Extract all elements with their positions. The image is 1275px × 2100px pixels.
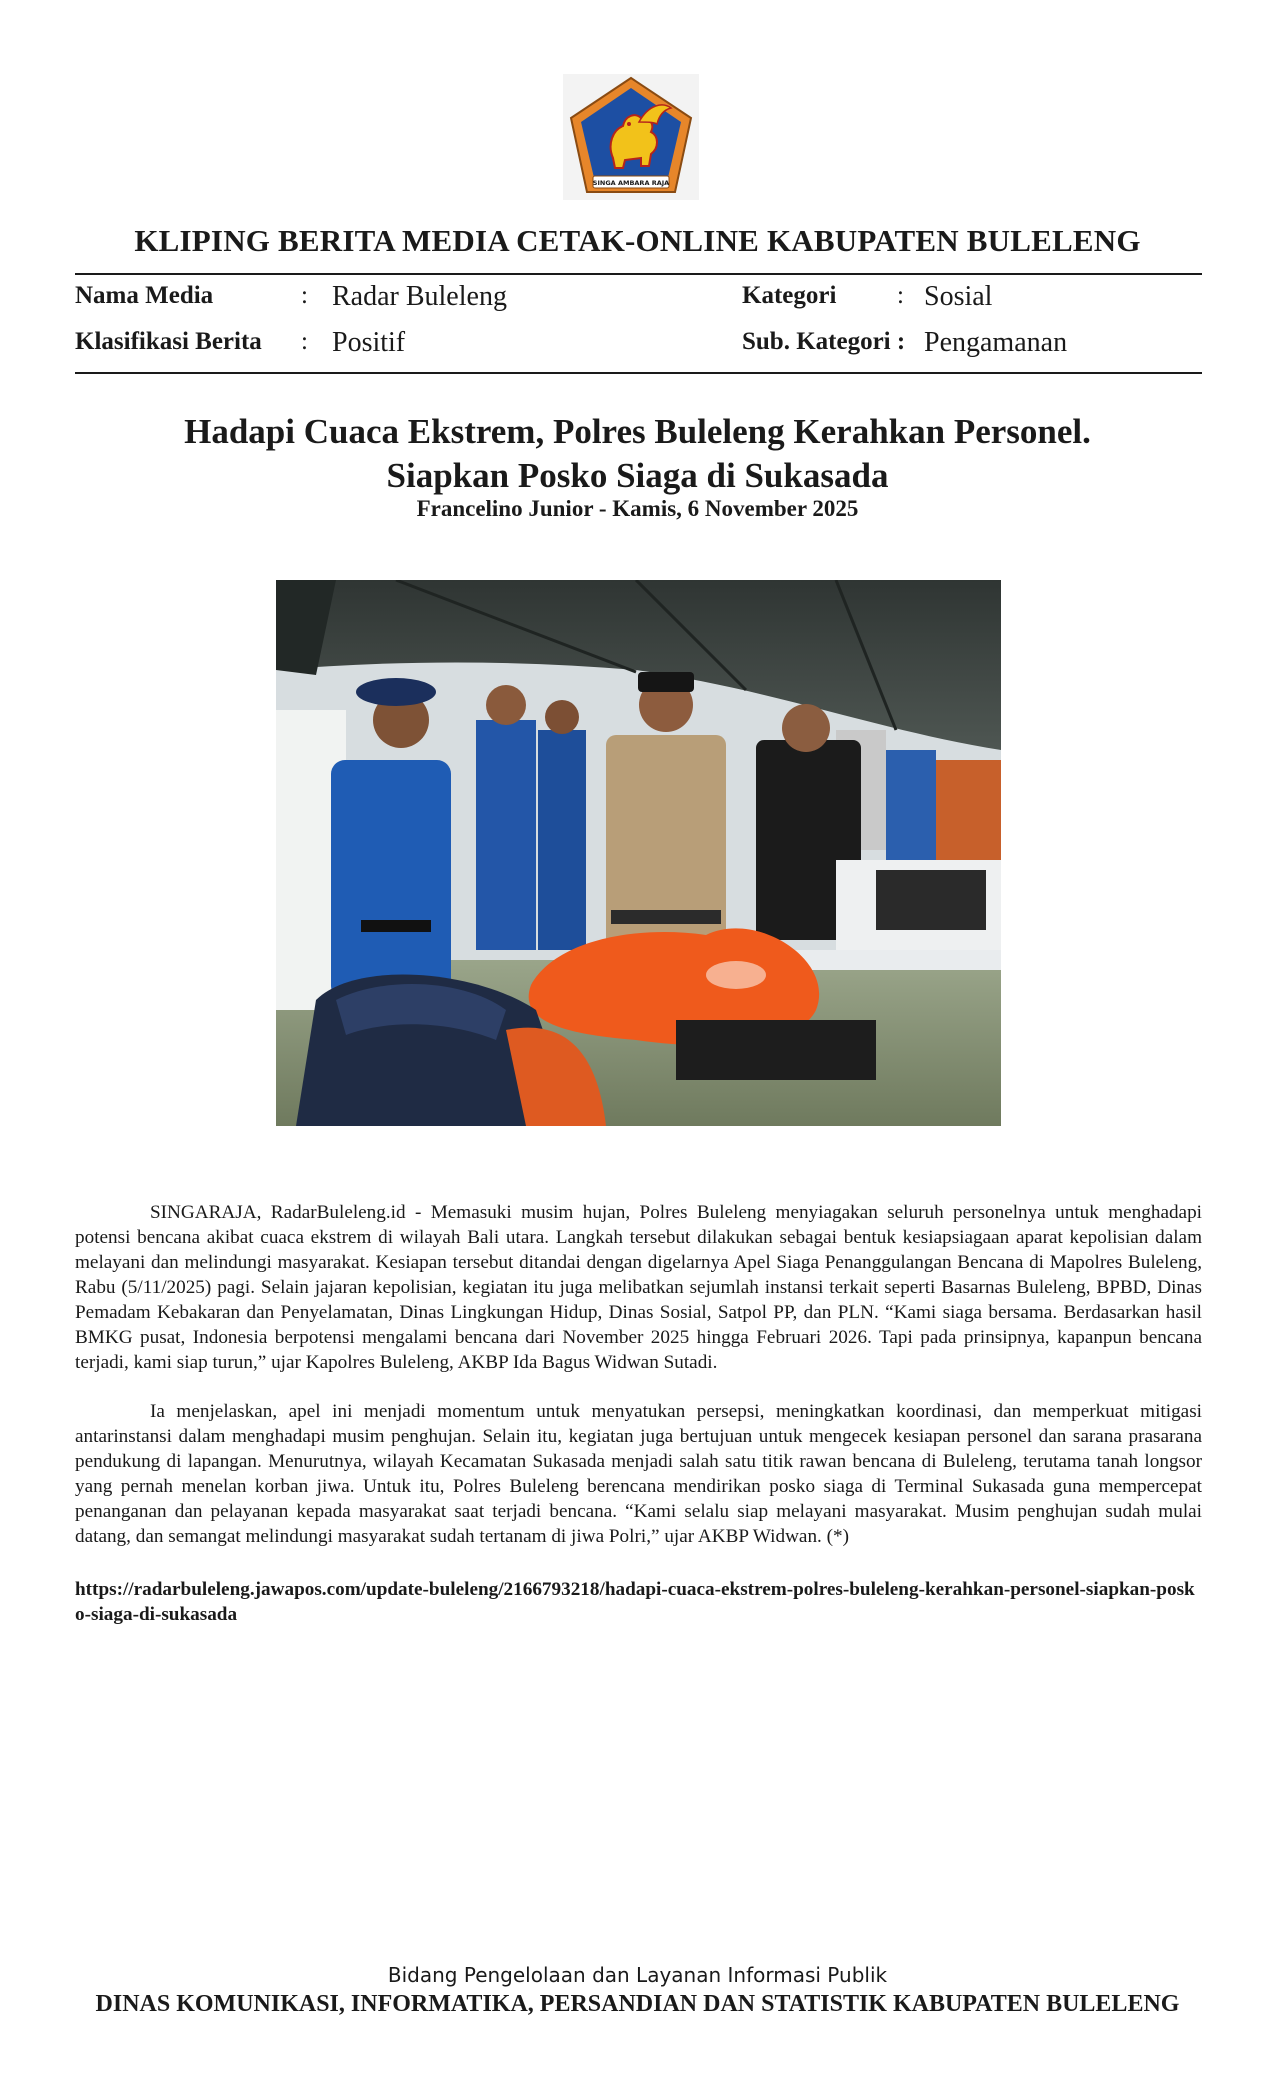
- sub-kategori-label: Sub. Kategori :: [742, 328, 906, 355]
- source-link[interactable]: https://radarbuleleng.jawapos.com/update-buleleng/2166793218/hadapi-cuaca-ekstrem-polres-buleleng-kerahkan-personel-siapkan-posko-siaga-di-sukasada: [75, 1579, 1195, 1625]
- sub-kategori-value: Pengamanan: [924, 327, 1068, 358]
- kategori-value: Sosial: [924, 281, 993, 312]
- headline-line-1: Hadapi Cuaca Ekstrem, Polres Buleleng Kerahkan Personel.: [184, 412, 1091, 451]
- media-value: Radar Buleleng: [332, 281, 507, 312]
- article-byline: Francelino Junior - Kamis, 6 November 2025: [416, 496, 859, 521]
- article-headline: [75, 410, 1200, 498]
- news-photo-icon: [276, 580, 1001, 1126]
- singa-ambara-raja-crest-icon: [563, 74, 699, 200]
- article-paragraph-1: SINGARAJA, RadarBuleleng.id - Memasuki musim hujan, Polres Buleleng menyiagakan seluruh personelnya untuk menghadapi potensi bencana akibat cuaca ekstrem di wilayah Bali utara. Langkah tersebut dilakukan sebagai bentuk kesiapsiagaan aparat kepolisian dalam melayani dan melindungi masyarakat. Kesiapan tersebut ditandai dengan digelarnya Apel Siaga Penanggulangan Bencana di Mapolres Buleleng, Rabu (5/11/2025) pagi. Selain jajaran kepolisian, kegiatan itu juga melibatkan sejumlah instansi terkait seperti Basarnas Buleleng, BPBD, Dinas Pemadam Kebakaran dan Penyelamatan, Dinas Lingkungan Hidup, Dinas Sosial, Satpol PP, dan PLN. “Kami siaga bersama. Berdasarkan hasil BMKG pusat, Indonesia berpotensi mengalami bencana dari November 2025 hingga Februari 2026. Tapi pada prinsipnya, kapanpun bencana terjadi, kami siap turun,” ujar Kapolres Buleleng, AKBP Ida Bagus Widwan Sutadi.: [75, 1202, 1202, 1373]
- logo-ribbon-text: SINGA AMBARA RAJA: [592, 179, 670, 187]
- klasifikasi-label: Klasifikasi Berita: [75, 328, 262, 355]
- media-colon: :: [301, 282, 308, 309]
- klasifikasi-value: Positif: [332, 327, 406, 358]
- regency-logo: [563, 74, 699, 200]
- article-paragraph-2: Ia menjelaskan, apel ini menjadi momentum untuk menyatukan persepsi, meningkatkan koordinasi, dan memperkuat mitigasi antarinstansi dalam menghadapi musim penghujan. Selain itu, kegiatan juga bertujuan untuk mengecek kesiapan personel dan sarana prasarana pendukung di lapangan. Menurutnya, wilayah Kecamatan Sukasada menjadi salah satu titik rawan bencana di Buleleng, terutama tanah longsor yang pernah menelan korban jiwa. Untuk itu, Polres Buleleng berencana mendirikan posko siaga di Terminal Sukasada guna mempercepat penanganan dan pelayanan kepada masyarakat saat terjadi bencana. “Kami selalu siap melayani masyarakat. Musim penghujan sudah mulai datang, dan semangat melindungi masyarakat sudah tertanam di jiwa Polri,” ujar AKBP Widwan. (*): [75, 1401, 1202, 1547]
- footer-subtitle: Bidang Pengelolaan dan Layanan Informasi Publik: [387, 1963, 888, 1987]
- kategori-colon: :: [897, 282, 904, 309]
- meta-divider: [75, 372, 1202, 374]
- article-body: [75, 1200, 1202, 1573]
- footer-agency: DINAS KOMUNIKASI, INFORMATIKA, PERSANDIAN DAN STATISTIK KABUPATEN BULELENG: [95, 1991, 1180, 2017]
- kategori-label: Kategori: [742, 282, 837, 309]
- top-divider: [75, 273, 1202, 275]
- media-label: Nama Media: [75, 282, 214, 309]
- page-title: KLIPING BERITA MEDIA CETAK-ONLINE KABUPATEN BULELENG: [134, 223, 1141, 258]
- article-photo: [276, 580, 1001, 1126]
- klasifikasi-colon: :: [301, 328, 308, 355]
- headline-line-2: Siapkan Posko Siaga di Sukasada: [386, 456, 889, 495]
